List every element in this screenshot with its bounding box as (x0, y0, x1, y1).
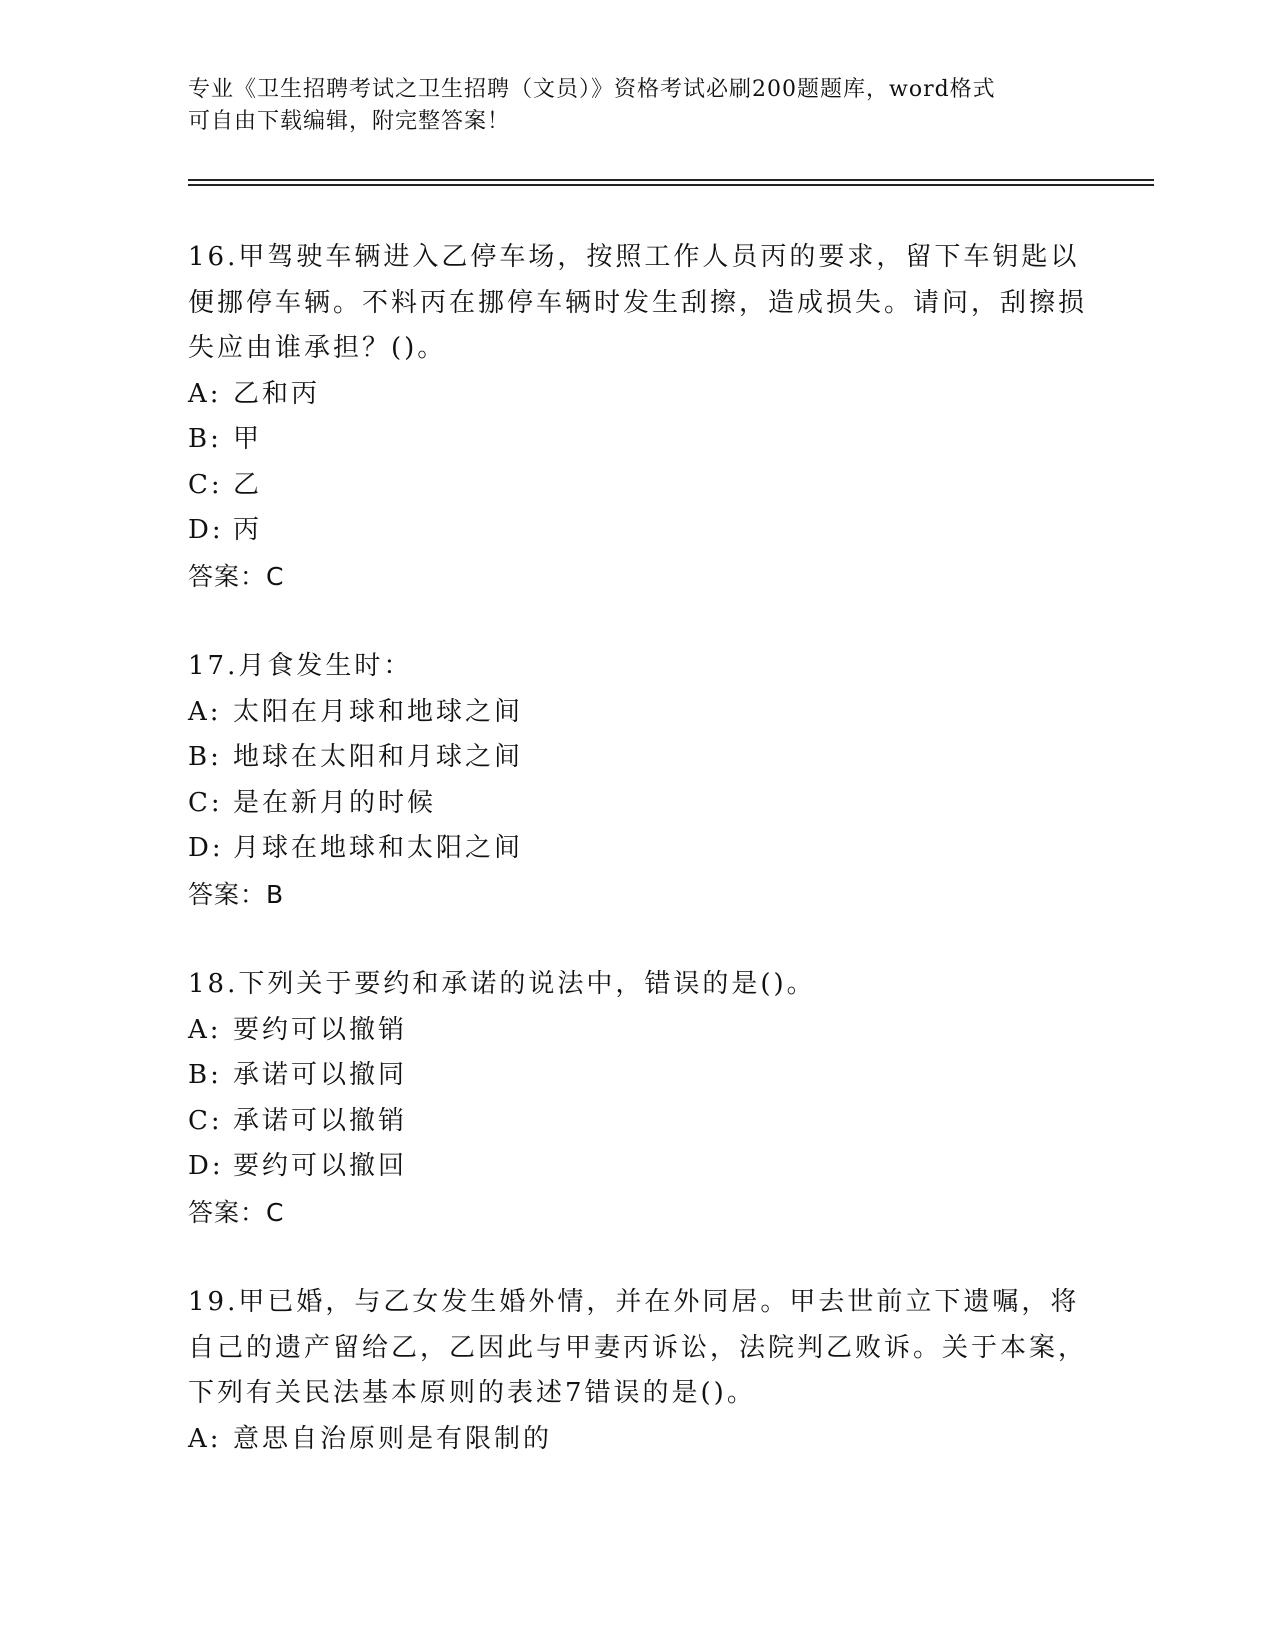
option-letter: B: (188, 424, 222, 454)
option-text: 甲 (233, 424, 263, 454)
option-letter: B: (188, 742, 222, 772)
option-d (188, 1144, 1088, 1190)
option-b (188, 417, 1088, 463)
option-text: 要约可以撤回 (233, 1151, 408, 1181)
option-letter: C: (188, 469, 223, 500)
question-text: 16.甲驾驶车辆进入乙停车场，按照工作人员丙的要求，留下车钥匙以便挪停车辆。不料丙在挪停车辆时发生刮擦，造成损失。请问，刮擦损失应由谁承担？()。 (188, 242, 1088, 363)
option-text: 是在新月的时候 (233, 787, 437, 818)
option-a (188, 1008, 1088, 1054)
question-17 (188, 644, 1088, 917)
header-divider-top (188, 179, 1154, 181)
option-letter: A: (188, 1014, 222, 1045)
header-title-line-2: 可自由下载编辑，附完整答案！ (188, 109, 511, 134)
option-letter: D: (188, 1151, 224, 1181)
question-text: 17.月食发生时： (188, 651, 413, 681)
option-text: 月球在地球和太阳之间 (233, 833, 524, 863)
option-letter: A: (188, 1423, 222, 1454)
question-text: 19.甲已婚，与乙女发生婚外情，并在外同居。甲去世前立下遗嘱，将自己的遗产留给乙，乙因此与甲妻丙诉讼，法院判乙败诉。关于本案，下列有关民法基本原则的表述7错误的是()。 (188, 1287, 1088, 1408)
option-text: 要约可以撤销 (233, 1014, 408, 1045)
option-c (188, 463, 1088, 509)
option-text: 丙 (233, 515, 263, 545)
question-18 (188, 962, 1088, 1235)
option-letter: A: (188, 378, 222, 409)
option-text: 乙 (233, 469, 263, 500)
option-c (188, 1099, 1088, 1145)
question-16 (188, 235, 1088, 599)
option-a (188, 372, 1088, 418)
option-d (188, 826, 1088, 872)
option-letter: C: (188, 1105, 223, 1136)
option-letter: D: (188, 515, 224, 545)
answer-line: 答案：B (188, 879, 285, 909)
option-letter: D: (188, 833, 224, 863)
option-letter: C: (188, 787, 223, 818)
option-b (188, 735, 1088, 781)
option-a (188, 1417, 1088, 1463)
header-title-line-1: 专业《卫生招聘考试之卫生招聘（文员）》资格考试必刷200题题库，word格式 (188, 77, 996, 102)
option-d (188, 508, 1088, 554)
option-text: 承诺可以撤同 (233, 1060, 408, 1090)
option-a (188, 690, 1088, 736)
option-text: 乙和丙 (233, 378, 321, 409)
option-text: 承诺可以撤销 (233, 1105, 408, 1136)
option-text: 太阳在月球和地球之间 (233, 696, 524, 727)
option-b (188, 1053, 1088, 1099)
answer-line: 答案：C (188, 561, 285, 591)
option-text: 地球在太阳和月球之间 (233, 742, 524, 772)
header-divider-bottom (188, 184, 1154, 186)
option-c (188, 781, 1088, 827)
question-text: 18.下列关于要约和承诺的说法中，错误的是()。 (188, 969, 816, 999)
question-19 (188, 1280, 1088, 1462)
option-text: 意思自治原则是有限制的 (233, 1423, 553, 1454)
option-letter: B: (188, 1060, 222, 1090)
question-list (188, 235, 1088, 1507)
document-header (188, 74, 1068, 138)
option-letter: A: (188, 696, 222, 727)
answer-line: 答案：C (188, 1197, 285, 1227)
